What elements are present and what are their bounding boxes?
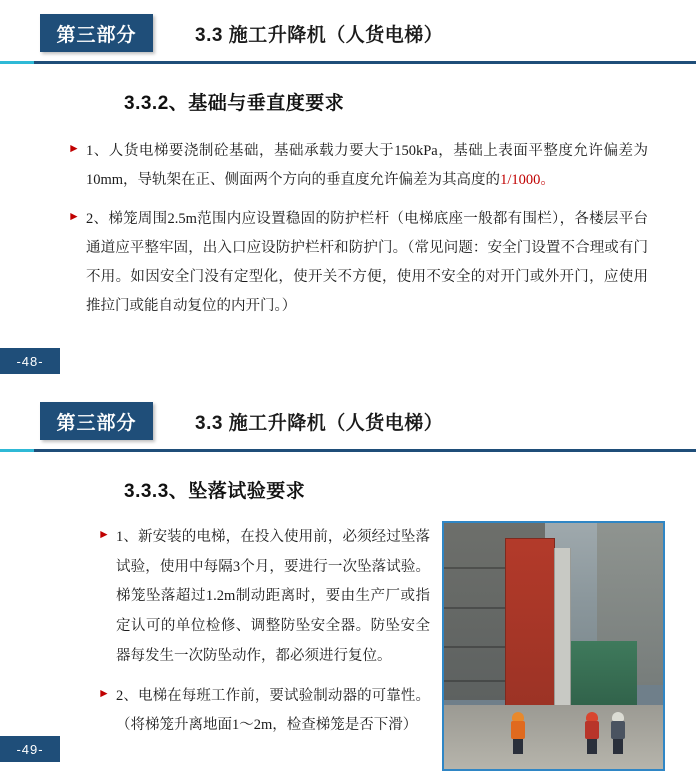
content-columns [0, 503, 696, 771]
photo-worker-helmet [512, 712, 524, 721]
list-item [98, 682, 430, 741]
header-divider-accent [0, 61, 34, 64]
page-title: 3.3 施工升降机（人货电梯） [195, 25, 444, 46]
section-heading: 3.3.3、坠落试验要求 [124, 481, 306, 502]
list-item-text [86, 137, 648, 195]
header-divider [0, 449, 696, 452]
photo-worker-helmet [612, 712, 624, 721]
list-item-text: 2、电梯在每班工作前，要试验制动器的可靠性。（将梯笼升离地面1～2m，检查梯笼是否下滑） [116, 687, 430, 734]
photo-worker [584, 712, 600, 754]
photo-safety-net [571, 641, 637, 715]
photo-worker-legs [613, 739, 623, 754]
construction-hoist-photo [442, 521, 665, 771]
text-column [30, 519, 430, 771]
list-item-text: 1、新安装的电梯，在投入使用前，必须经过坠落试验，使用中每隔3个月，要进行一次坠落试验。梯笼坠落超过1.2m制动距离时，要由生产厂或指定认可的单位检修、调整防坠安全器。防坠安全器每发生一次防坠动作，都必须进行复位。 [116, 529, 430, 664]
image-column [430, 519, 666, 771]
photo-worker [610, 712, 626, 754]
list-item [68, 137, 648, 195]
slide-header [0, 0, 696, 62]
photo-ground [444, 705, 663, 769]
photo-worker-torso [511, 721, 525, 739]
bullet-triangle-icon: ► [98, 527, 110, 541]
header-divider [0, 61, 696, 64]
photo-worker-legs [513, 739, 523, 754]
section-heading: 3.3.2、基础与垂直度要求 [124, 93, 345, 114]
section-tag: 第三部分 [40, 402, 153, 440]
page-number-badge: -48- [0, 348, 60, 374]
bullet-triangle-icon: ► [68, 141, 80, 155]
list-item-text-main: 1、人货电梯要浇制砼基础，基础承载力要大于150kPa，基础上表面平整度允许偏差为10mm，导轨架在正、侧面两个方向的垂直度允许偏差为其高度的 [86, 143, 648, 188]
slide-header [0, 388, 696, 450]
photo-worker [510, 712, 526, 754]
section-tag: 第三部分 [40, 14, 153, 52]
photo-worker-legs [587, 739, 597, 754]
list-item-text: 2、梯笼周围2.5m范围内应设置稳固的防护栏杆（电梯底座一般都有围栏），各楼层平台通道应平整牢固，出入口应设防护栏杆和防护门。（常见问题：安全门设置不合理或有门不用。如因安全门没有定型化，使开关不方便，使用不安全的对开门或外开门，应使用推拉门或能自动复位的内开门。） [86, 211, 648, 314]
bullet-list [0, 137, 696, 321]
bullet-triangle-icon: ► [68, 209, 80, 223]
header-divider-accent [0, 449, 34, 452]
highlight-value: 1/1000。 [500, 172, 555, 188]
list-item [68, 205, 648, 321]
list-item [98, 523, 430, 672]
page-number-badge: -49- [0, 736, 60, 762]
page-title: 3.3 施工升降机（人货电梯） [195, 413, 444, 434]
slide-page-49 [0, 388, 696, 776]
photo-worker-torso [585, 721, 599, 739]
bullet-list [68, 523, 430, 741]
photo-worker-torso [611, 721, 625, 739]
photo-hoist-cage [505, 538, 555, 707]
bullet-triangle-icon: ► [98, 685, 110, 700]
photo-worker-helmet [586, 712, 598, 721]
